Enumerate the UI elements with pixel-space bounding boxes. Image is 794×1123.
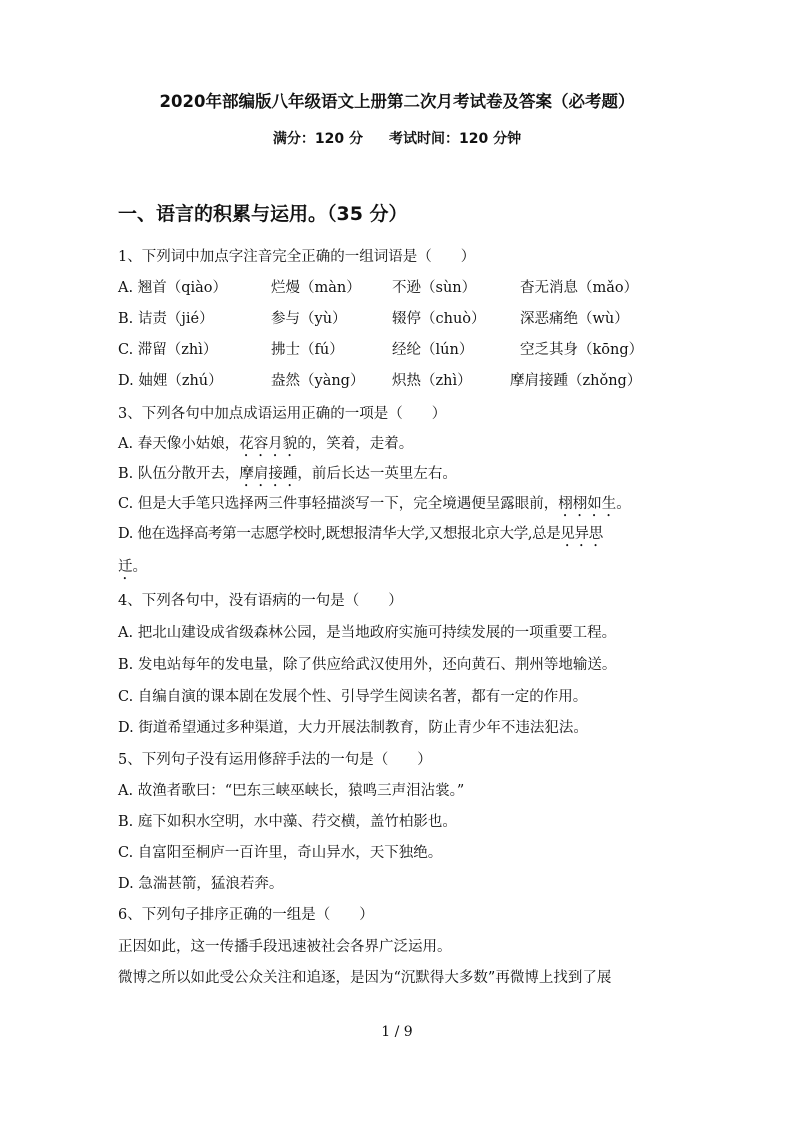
q1-b-2: 参与（yù） <box>271 311 347 327</box>
q5-stem: 5、下列句子没有运用修辞手法的一句是（ ） <box>118 752 432 768</box>
q1-a-4: 杳无消息（mǎo） <box>520 280 639 296</box>
q3-stem: 3、下列各句中加点成语运用正确的一项是（ ） <box>118 406 447 422</box>
q3-option-c: C. 但是大手笔只选择两三件事轻描淡写一下，完全境遇便呈露眼前，栩栩如生。 <box>118 496 631 512</box>
q1-c-2: 拂士（fú） <box>271 342 344 358</box>
emphasized-idiom: 栩栩如生 <box>558 496 617 512</box>
emphasized-idiom: 花容月貌 <box>239 436 298 452</box>
q4-stem: 4、下列各句中，没有语病的一句是（ ） <box>118 593 403 609</box>
q1-b-4: 深恶痛绝（wù） <box>520 311 629 327</box>
q1-a-3: 不逊（sùn） <box>392 280 477 296</box>
q1-c-3: 经纶（lún） <box>392 342 474 358</box>
q3-option-a: A. 春天像小姑娘，花容月貌的，笑着，走着。 <box>118 436 414 452</box>
q4-option-d: D. 街道希望通过多种渠道，大力开展法制教育，防止青少年不违法犯法。 <box>118 720 588 736</box>
q1-d-1: D. 妯娌（zhú） <box>118 373 223 389</box>
q5-option-d: D. 急湍甚箭，猛浪若奔。 <box>118 876 284 892</box>
q1-c-1: C. 滞留（zhì） <box>118 342 218 358</box>
emphasized-idiom: 见异思 <box>560 526 603 542</box>
q5-option-b: B. 庭下如积水空明，水中藻、荇交横，盖竹柏影也。 <box>118 814 457 830</box>
q3-option-b: B. 队伍分散开去，摩肩接踵，前后长达一英里左右。 <box>118 466 457 482</box>
q1-stem: 1、下列词中加点字注音完全正确的一组词语是（ ） <box>118 249 476 265</box>
exam-info <box>0 128 794 148</box>
q4-option-a: A. 把北山建设成省级森林公园，是当地政府实施可持续发展的一项重要工程。 <box>118 625 617 641</box>
emphasized-idiom: 摩肩接踵 <box>239 466 298 482</box>
q3-option-d-line1: D. 他在选择高考第一志愿学校时,既想报清华大学,又想报北京大学,总是见异思 <box>118 526 603 542</box>
q1-a-1: A. 翘首（qiào） <box>118 280 227 296</box>
q6-line-2: 微博之所以如此受公众关注和追逐，是因为“沉默得大多数”再微博上找到了展 <box>118 970 612 986</box>
q1-b-3: 辍停（chuò） <box>392 311 486 327</box>
section-heading: 一、语言的积累与运用。（35 分） <box>118 203 408 225</box>
q1-b-1: B. 诘责（jié） <box>118 311 214 327</box>
q3-option-d-line2: 迁。 <box>118 559 147 575</box>
q1-a-2: 烂熳（màn） <box>271 280 361 296</box>
q6-stem: 6、下列句子排序正确的一组是（ ） <box>118 907 374 923</box>
q1-d-3: 炽热（zhì） <box>392 373 472 389</box>
q6-line-1: 正因如此，这一传播手段迅速被社会各界广泛运用。 <box>118 939 452 955</box>
q4-option-b: B. 发电站每年的发电量，除了供应给武汉使用外，还向黄石、荆州等地输送。 <box>118 657 617 673</box>
full-score: 满分：120 分 <box>272 131 363 147</box>
emphasized-idiom: 迁 <box>118 559 133 575</box>
page-number: 1 / 9 <box>381 1024 413 1040</box>
q1-c-4: 空乏其身（kōng） <box>520 342 644 358</box>
page-title: 2020年部编版八年级语文上册第二次月考试卷及答案（必考题） <box>159 92 635 111</box>
q1-d-4: 摩肩接踵（zhǒng） <box>510 373 642 389</box>
exam-time: 考试时间：120 分钟 <box>389 131 522 147</box>
q5-option-a: A. 故渔者歌曰：“巴东三峡巫峡长，猿鸣三声泪沾裳。” <box>118 783 465 799</box>
q4-option-c: C. 自编自演的课本剧在发展个性、引导学生阅读名著，都有一定的作用。 <box>118 689 588 705</box>
q5-option-c: C. 自富阳至桐庐一百许里，奇山异水，天下独绝。 <box>118 845 443 861</box>
q1-d-2: 盎然（yàng） <box>271 373 365 389</box>
